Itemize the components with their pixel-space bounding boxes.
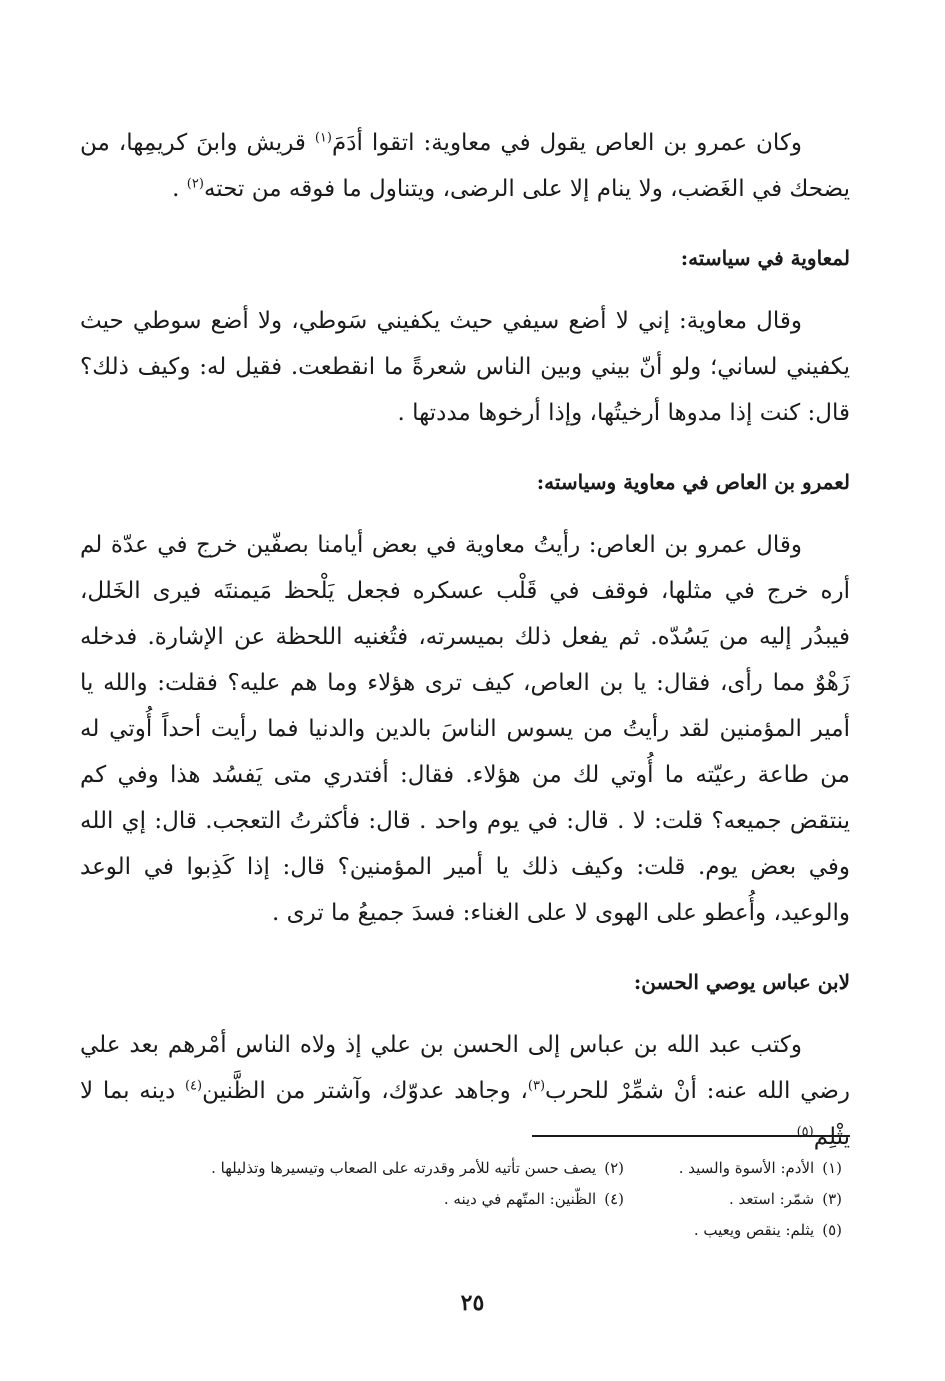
footnote-number: (٤) (604, 1189, 624, 1208)
footnote-text: يثلم: ينقص ويعيب . (693, 1220, 815, 1239)
footnote-3 (632, 1186, 850, 1212)
section-heading-muawiya-policy: لمعاوية في سياسته: (680, 246, 850, 270)
section-heading-amr-muawiya: لعمرو بن العاص في معاوية وسياسته: (536, 470, 850, 494)
footnote-ref-2[interactable]: (٢) (186, 176, 204, 192)
footnote-divider (532, 1135, 850, 1137)
footnote-4 (80, 1186, 632, 1212)
paragraph-text: . (172, 176, 187, 202)
footnote-text: الأدم: الأسوة والسيد . (678, 1158, 815, 1177)
section-heading-ibn-abbas: لابن عباس يوصي الحسن: (633, 970, 850, 994)
footnote-number: (١) (822, 1158, 842, 1177)
footnote-row (80, 1214, 850, 1245)
footnote-row (80, 1183, 850, 1214)
footnote-ref-3[interactable]: (٣) (527, 1078, 546, 1094)
footnote-number: (٣) (822, 1189, 842, 1208)
paragraph-amr-muawiya: وقال عمرو بن العاص: رأيتُ معاوية في بعض أيامنا بصفّين خرج في عدّة لم أره خرج في مثلها، فوقف في قَلْب عسكره فجعل يَلْحظ مَيمنتَه فيرى الخَلل، فيبدُر إليه من يَسُدّه. ثم يفعل ذلك بميسرته، فتُغنيه اللحظة عن الإشارة. فدخله زَهْوٌ مما رأى، فقال: يا بن العاص، كيف ترى هؤلاء وما هم عليه؟ فقلت: والله يا أمير المؤمنين لقد رأيتُ من يسوس الناسَ بالدين والدنيا فما رأيت أحداً أُوتي له من طاعة رعيّته ما أُوتي لك من هؤلاء. فقال: أفتدري متى يَفسُد هذا وفي كم ينتقض جميعه؟ قلت: لا . قال: في يوم واحد . قال: فأكثرتُ التعجب. قال: إي الله وفي بعض يوم. قلت: وكيف ذلك يا أمير المؤمنين؟ قال: إذا كَذِبوا في الوعد والوعيد، وأُعطو على الهوى لا على الغناء: فسدَ جميعُ ما ترى . (80, 532, 850, 926)
footnote-text: الظّنين: المتّهم في دينه . (443, 1189, 597, 1208)
footnotes (80, 1152, 850, 1245)
page-number: ٢٥ (460, 1290, 485, 1316)
paragraph-text: وكتب عبد الله بن عباس إلى الحسن بن علي إذ ولاه الناس أمْرهم بعد علي رضي الله عنه: أنْ شمِّرْ للحرب (80, 1032, 850, 1104)
page-body (80, 120, 850, 1160)
footnote-text: شمّر: استعد . (728, 1189, 815, 1208)
footnote-text: يصف حسن تأتيه للأمر وقدرته على الصعاب وتيسيرها وتذليلها . (211, 1158, 597, 1177)
footnote-ref-4[interactable]: (٤) (184, 1078, 203, 1094)
paragraph-ibn-abbas (80, 1022, 850, 1160)
footnote-ref-5[interactable]: (٥) (796, 1124, 814, 1140)
footnote-number: (٢) (604, 1158, 624, 1177)
footnote-ref-1[interactable]: (١) (314, 130, 332, 146)
paragraph-text: وكان عمرو بن العاص يقول في معاوية: اتقوا أدَمَ (331, 130, 802, 156)
paragraph-text: قريش وابنَ كريمِها، من يضحك في الغَضب، ولا ينام إلا على الرضى، ويتناول ما فوقه من تحته (80, 130, 850, 202)
paragraph-text: ، وجاهد عدوّك، وآشتر من الظَّنين (202, 1078, 528, 1104)
footnote-1 (632, 1155, 850, 1181)
paragraph-text: دينه بما لا يثْلِم (80, 1078, 850, 1150)
footnote-2 (80, 1155, 632, 1181)
footnote-number: (٥) (822, 1220, 842, 1239)
footnote-row (80, 1152, 850, 1183)
paragraph-amr-on-muawiya (80, 120, 850, 212)
paragraph-muawiya-policy: وقال معاوية: إني لا أضع سيفي حيث يكفيني سَوطي، ولا أضع سوطي حيث يكفيني لساني؛ ولو أنّ بيني وبين الناس شعرةً ما انقطعت. فقيل له: وكيف ذلك؟ قال: كنت إذا مدوها أرخيتُها، وإذا أرخوها مددتها . (80, 308, 850, 426)
footnote-5 (632, 1217, 850, 1243)
